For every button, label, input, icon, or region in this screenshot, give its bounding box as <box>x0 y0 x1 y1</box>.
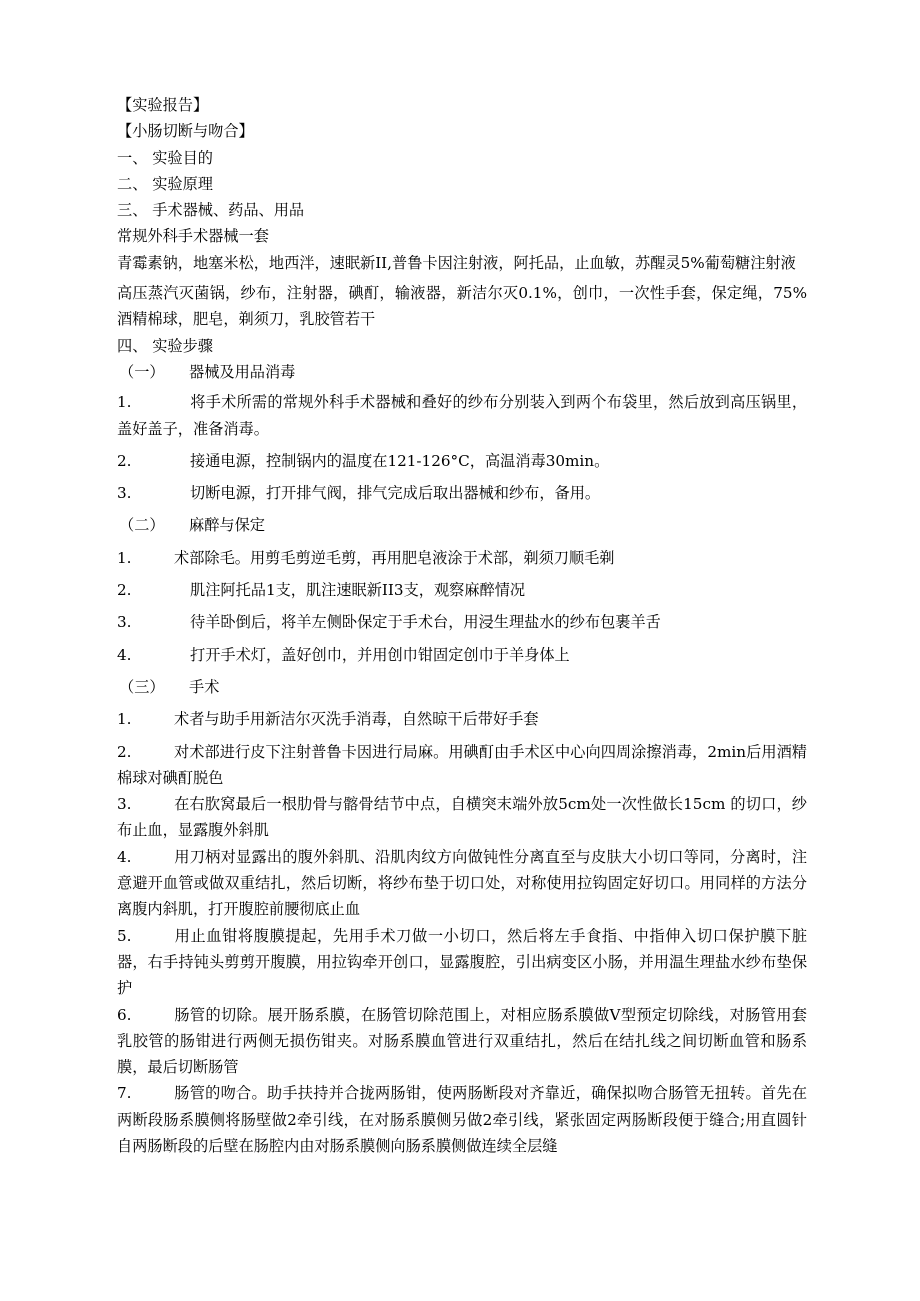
subsection-heading <box>117 674 807 700</box>
section-heading-materials: 三、 手术器械、药品、用品 <box>117 201 305 220</box>
step-number: 5. <box>117 926 132 945</box>
report-title-tag: 【小肠切断与吻合】 <box>117 122 254 141</box>
materials-drugs: 青霉素钠，地塞米松，地西泮，速眠新II,普鲁卡因注射液，阿托品，止血敏，苏醒灵5%葡萄糖注射液 <box>117 253 796 272</box>
step-number: 1. <box>117 710 132 729</box>
section-heading-principle: 二、 实验原理 <box>117 174 213 193</box>
step-item <box>117 1080 807 1159</box>
step-number: 2. <box>117 742 132 761</box>
step-number: 3. <box>117 613 132 632</box>
subsection-heading <box>117 512 807 538</box>
step-text: 用刀柄对显露出的腹外斜肌、沿肌肉纹方向做钝性分离直至与皮肤大小切口等同，分离时，注意避开血管或做双重结扎，然后切断，将纱布垫于切口处，对称使用拉钩固定好切口。用同样的方法分离腹内斜肌，打开腹腔前腰彻底止血 <box>117 847 807 919</box>
step-text: 待羊卧倒后，将羊左侧卧保定于手术台，用浸生理盐水的纱布包裹羊舌 <box>190 613 661 632</box>
step-text: 将手术所需的常规外科手术器械和叠好的纱布分别装入到两个布袋里，然后放到高压锅里，盖好盖子，准备消毒。 <box>117 393 807 438</box>
step-item <box>117 791 807 844</box>
step-item <box>117 642 807 668</box>
subsection-mark: （二） <box>119 516 165 535</box>
step-item <box>117 448 807 474</box>
step-item <box>117 739 807 792</box>
subsection-title: 器械及用品消毒 <box>189 362 296 381</box>
step-number: 3. <box>117 484 132 503</box>
step-number: 4. <box>117 645 132 664</box>
step-text: 肌注阿托品1支，肌注速眠新II3支，观察麻醉情况 <box>190 581 526 600</box>
step-number: 2. <box>117 581 132 600</box>
subsection-heading <box>117 359 807 385</box>
step-item <box>117 844 807 923</box>
step-item <box>117 480 807 506</box>
step-text: 术者与助手用新洁尔灭洗手消毒，自然晾干后带好手套 <box>174 710 539 729</box>
materials-supplies: 高压蒸汽灭菌锅，纱布，注射器，碘酊，输液器，新洁尔灭0.1%，创巾，一次性手套，保定绳，75%酒精棉球，肥皂，剃须刀，乳胶管若干 <box>117 284 807 329</box>
step-number: 3. <box>117 795 132 814</box>
subsection-mark: （一） <box>119 362 165 381</box>
step-text: 接通电源，控制锅内的温度在121-126°C，高温消毒30min。 <box>190 451 610 470</box>
step-text: 肠管的吻合。助手扶持并合拢两肠钳，使两肠断段对齐靠近，确保拟吻合肠管无扭转。首先在两断段肠系膜侧将肠壁做2牵引线，在对肠系膜侧另做2牵引线，紧张固定两肠断段便于缝合;用直圆针自两肠断段的后壁在肠腔内由对肠系膜侧向肠系膜侧做连续全层缝 <box>117 1084 807 1155</box>
report-body <box>117 92 807 1159</box>
step-item <box>117 609 807 635</box>
subsection-mark: （三） <box>119 677 165 696</box>
step-text: 在右肷窝最后一根肋骨与髂骨结节中点，自横突末端外放5cm处一次性做长15cm 的切口，纱布止血，显露腹外斜肌 <box>117 795 807 840</box>
step-text: 对术部进行皮下注射普鲁卡因进行局麻。用碘酊由手术区中心向四周涂擦消毒，2min后用酒精棉球对碘酊脱色 <box>117 742 807 787</box>
step-text: 用止血钳将腹膜提起，先用手术刀做一小切口，然后将左手食指、中指伸入切口保护膜下脏器，右手持钝头剪剪开腹膜，用拉钩牵开创口，显露腹腔，引出病变区小肠，并用温生理盐水纱布垫保护 <box>117 926 807 998</box>
step-number: 1. <box>117 393 132 412</box>
step-number: 1. <box>117 548 132 567</box>
materials-instruments: 常规外科手术器械一套 <box>117 227 269 246</box>
step-item <box>117 923 807 1002</box>
step-item <box>117 1002 807 1081</box>
step-item <box>117 706 807 732</box>
step-text: 术部除毛。用剪毛剪逆毛剪，再用肥皂液涂于术部，剃须刀顺毛剃 <box>174 548 615 567</box>
step-number: 6. <box>117 1005 132 1024</box>
step-text: 肠管的切除。展开肠系膜，在肠管切除范围上，对相应肠系膜做V型预定切除线，对肠管用套乳胶管的肠钳进行两侧无损伤钳夹。对肠系膜血管进行双重结扎，然后在结扎线之间切断血管和肠系膜，最后切断肠管 <box>117 1005 807 1077</box>
step-item <box>117 389 807 442</box>
step-number: 7. <box>117 1084 132 1103</box>
subsection-title: 手术 <box>189 677 220 696</box>
step-item <box>117 545 807 571</box>
section-heading-steps: 四、 实验步骤 <box>117 336 213 355</box>
step-number: 2. <box>117 451 132 470</box>
step-text: 切断电源，打开排气阀，排气完成后取出器械和纱布，备用。 <box>190 484 601 503</box>
subsection-title: 麻醉与保定 <box>189 516 265 535</box>
report-header-tag: 【实验报告】 <box>117 96 209 114</box>
section-heading-objective: 一、 实验目的 <box>117 148 213 167</box>
step-item <box>117 577 807 603</box>
step-text: 打开手术灯，盖好创巾，并用创巾钳固定创巾于羊身体上 <box>190 645 570 664</box>
step-number: 4. <box>117 847 132 866</box>
